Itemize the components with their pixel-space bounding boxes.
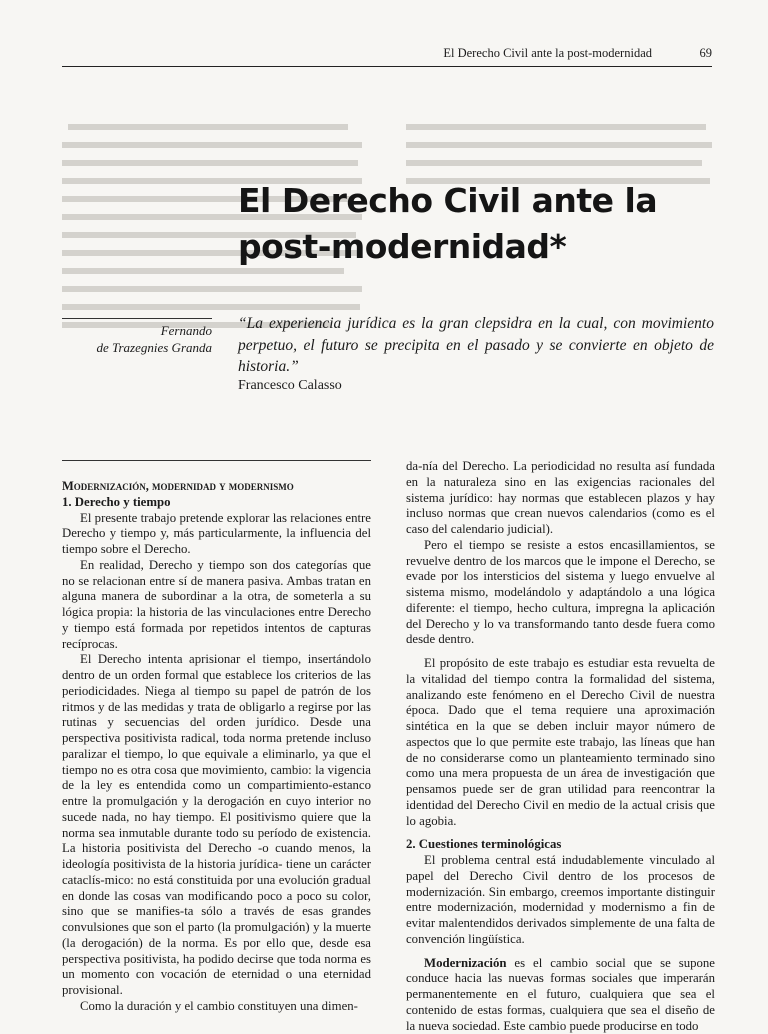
paragraph-modernizacion (406, 956, 715, 1034)
author-byline (62, 322, 212, 356)
bleed-through-right (406, 84, 714, 184)
running-title: El Derecho Civil ante la post-modernidad (443, 46, 652, 61)
paragraph: Pero el tiempo se resiste a estos encasillamientos, se revuelve dentro de los marcos que le impone el Derecho, se evade por los intersticios del sistema y luego envuelve al sistema mismo, modelándolo y adaptándolo a una lógica diferente: el tiempo, hecho cultura, impregna la aplicación del Derecho y lo va transformando tanto desde fuera como desde dentro. (406, 538, 715, 648)
section-heading: Modernización, modernidad y modernismo (62, 479, 371, 495)
paragraph: Como la duración y el cambio constituyen una dimen- (62, 999, 371, 1015)
paragraph: El problema central está indudablemente vinculado al papel del Derecho Civil dentro de los procesos de modernización. Sin embargo, creemos importante distinguir entre modernización, modernidad y modernismo a fin de evitar malentendidos derivados simplemente de una falta de convención lingüística. (406, 853, 715, 948)
left-column (62, 479, 371, 1015)
column-rule (62, 460, 371, 461)
author-rule (62, 318, 212, 319)
paragraph: En realidad, Derecho y tiempo son dos categorías que no se relacionan entre sí de manera pasiva. Ambas tratan en alguna manera de subordinar a la otra, de someterla a su lógica propia: la historia de las vinculaciones entre Derecho y tiempo está formada por repetidos intentos de capturas recíprocas. (62, 558, 371, 653)
article-title-line-2: post-modernidad* (238, 227, 566, 266)
paragraph: El presente trabajo pretende explorar las relaciones entre Derecho y tiempo y, más particularmente, la influencia del tiempo sobre el Derecho. (62, 511, 371, 558)
paragraph: da-nía del Derecho. La periodicidad no resulta así fundada en la naturaleza sino en las exigencias racionales del sistema jurídico: hay normas que establecen plazos y hay incluso normas que crean nuevos calendarios (como es el caso del calendario judicial). (406, 459, 715, 538)
epigraph: “La experiencia jurídica es la gran clepsidra en la cual, con movimiento perpetuo, el futuro se precipita en el pasado y se convierte en objeto de historia.” (238, 313, 714, 378)
running-head (62, 46, 712, 67)
bleed-through-left (62, 84, 367, 464)
paragraph: El Derecho intenta aprisionar el tiempo, insertándolo dentro de un orden formal que establece los criterios de las periodicidades. Niega al tiempo su papel de patrón de los ritmos y de las medidas y trata de obligarlo a regirse por las rutinas y secuencias del orden jurídico. Desde una perspectiva positivista radical, toda norma pretende incluso paralizar el tiempo, lo que equivale a eliminarlo, ya que el tiempo no es otra cosa que movimiento, cambio: la vigencia de la ley es entendida como un compartimiento-estanco entre la promulgación y la derogación en cuyo interior no sucede nada, no hay tiempo. El positivismo quiere que la norma sea inmutable durante todo su período de existencia. La historia positivista del Derecho -o cuando menos, la ideología positivista de la historia jurídica- tiene un carácter cataclís-mico: no está constituida por una evolución gradual en donde las cosas van modificando poco a poco su color, sino que se manifies-ta sólo a través de esas grandes convulsiones que son el parto (la promulgación) y la muerte (la derogación) de la norma. Es por ello que, desde esa perspectiva positivista, ha podido decirse que toda norma es un momento con vocación de eternidad o una eternidad provisional. (62, 652, 371, 999)
article-title-line-1: El Derecho Civil ante la (238, 181, 657, 220)
author-last-name: de Trazegnies Granda (96, 340, 212, 355)
bleed-through-right-texture (406, 118, 714, 184)
subheading-derecho-y-tiempo: 1. Derecho y tiempo (62, 495, 371, 511)
subheading-cuestiones-terminologicas: 2. Cuestiones terminológicas (406, 837, 715, 853)
right-column (406, 459, 715, 1034)
page-number: 69 (700, 46, 713, 61)
author-first-name: Fernando (161, 323, 212, 338)
run-in-term: Modernización (424, 956, 506, 970)
epigraph-source: Francesco Calasso (238, 378, 342, 394)
article-title (238, 178, 708, 270)
bleed-through-left-texture (62, 118, 367, 464)
paragraph: El propósito de este trabajo es estudiar esta revuelta de la vitalidad del tiempo contra la formalidad del sistema, analizando este fenómeno en el Derecho Civil de nuestra época. Dado que el tema requiere una aproximación sintética en la que se deben incluir mayor número de aspectos que lo que permite este trabajo, las líneas que han de no considerarse como un planteamiento terminado sino como una mera propuesta de un área de investigación que pensamos puede ser de gran utilidad para reencontrar la identidad del Derecho Civil en medio de la actual crisis que lo agobia. (406, 656, 715, 829)
paragraph-continuation: es el cambio social que se supone conduce hacia las nuevas formas sociales que imperarán permanentemente en el futuro, cualquiera que sea el contenido de estas formas, cualquiera que sea el diseño de la nueva sociedad. Este cambio puede producirse en todo (406, 956, 715, 1033)
